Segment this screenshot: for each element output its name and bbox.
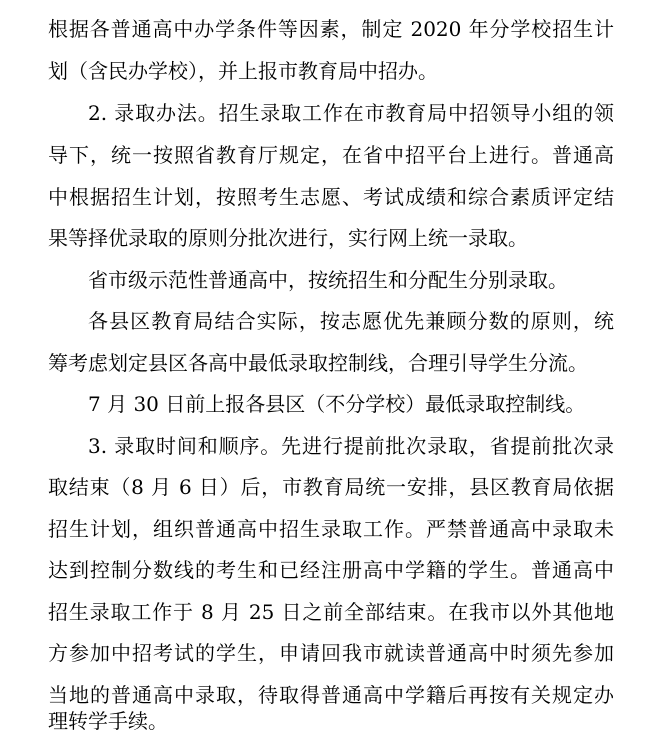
text-line-5: 中根据招生计划，按照考生志愿、考试成绩和综合素质评定结	[48, 185, 614, 209]
text-line-18: 理转学手续。	[48, 709, 168, 733]
text-line-15: 招生录取工作于 8 月 25 日之前全部结束。在我市以外其他地	[48, 600, 614, 624]
text-line-7: 省市级示范性普通高中，按统招生和分配生分别录取。	[88, 268, 568, 292]
text-line-17: 当地的普通高中录取，待取得普通高中学籍后再按有关规定办	[48, 683, 614, 707]
text-line-3: 2. 录取办法。招生录取工作在市教育局中招领导小组的领	[88, 101, 614, 125]
text-line-14: 达到控制分数线的考生和已经注册高中学籍的学生。普通高中	[48, 558, 614, 582]
text-line-2: 划（含民办学校），并上报市教育局中招办。	[48, 59, 438, 83]
text-line-4: 导下，统一按照省教育厅规定，在省中招平台上进行。普通高	[48, 143, 614, 167]
text-line-16: 方参加中招考试的学生，申请回我市就读普通高中时须先参加	[48, 641, 614, 665]
text-line-12: 取结束（8 月 6 日）后，市教育局统一安排，县区教育局依据	[48, 475, 614, 499]
text-line-1: 根据各普通高中办学条件等因素，制定 2020 年分学校招生计	[48, 17, 614, 41]
text-line-13: 招生计划，组织普通高中招生录取工作。严禁普通高中录取未	[48, 517, 614, 541]
text-line-6: 果等择优录取的原则分批次进行，实行网上统一录取。	[48, 226, 528, 250]
text-line-8: 各县区教育局结合实际，按志愿优先兼顾分数的原则，统	[88, 309, 614, 333]
text-line-9: 筹考虑划定县区各高中最低录取控制线，合理引导学生分流。	[48, 351, 588, 375]
text-line-11: 3. 录取时间和顺序。先进行提前批次录取，省提前批次录	[88, 434, 614, 458]
text-line-10: 7 月 30 日前上报各县区（不分学校）最低录取控制线。	[88, 392, 586, 416]
